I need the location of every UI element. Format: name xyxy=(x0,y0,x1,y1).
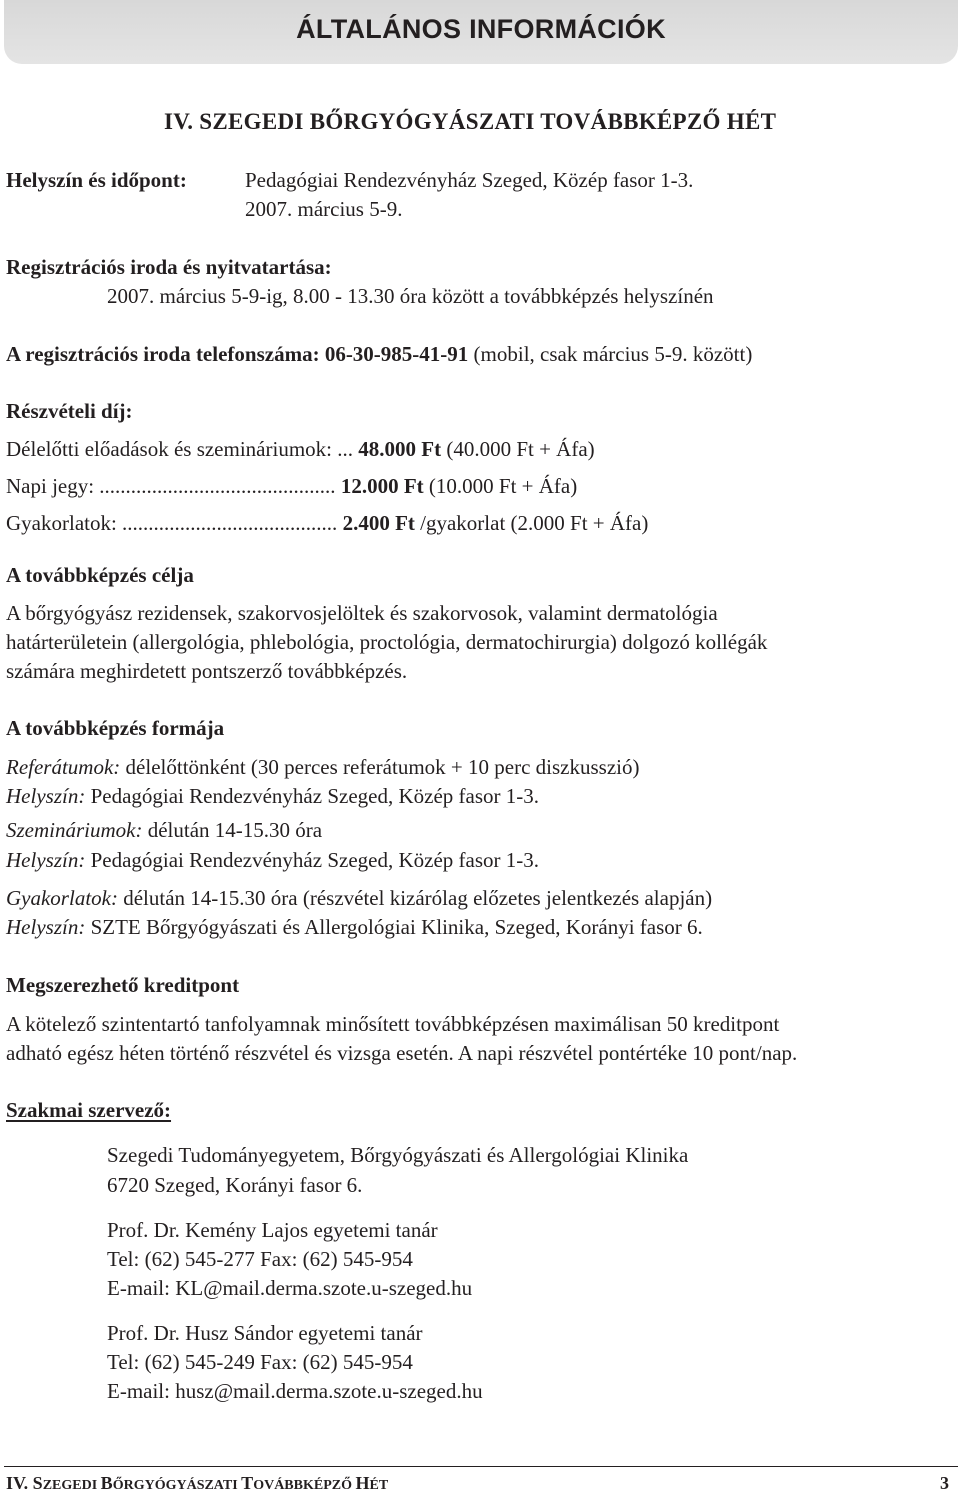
footer-title-part: B xyxy=(100,1473,113,1493)
fee-item xyxy=(6,511,648,536)
form-entry-label: Szemináriumok: xyxy=(6,818,143,842)
page-title: ÁLTALÁNOS INFORMÁCIÓK xyxy=(296,14,666,44)
contact-name: Prof. Dr. Husz Sándor egyetemi tanár xyxy=(107,1321,423,1345)
form-entry xyxy=(6,818,322,843)
venue-address: Pedagógiai Rendezvényház Szeged, Közép fasor 1-3. xyxy=(245,168,694,192)
contact-name: Prof. Dr. Kemény Lajos egyetemi tanár xyxy=(107,1218,438,1242)
footer-divider xyxy=(4,1466,958,1467)
registration-label: Regisztrációs iroda és nyitvatartása: xyxy=(6,255,332,279)
registration-phone-note: (mobil, csak március 5-9. között) xyxy=(468,342,753,366)
contact-email[interactable]: E-mail: husz@mail.derma.szote.u-szeged.hu xyxy=(107,1379,483,1403)
goal-heading: A továbbképzés célja xyxy=(6,563,194,587)
header-bar xyxy=(4,0,958,64)
form-entry-label: Helyszín: xyxy=(6,848,86,872)
fee-amount: 48.000 Ft xyxy=(353,437,442,461)
footer-title-part: IV. S xyxy=(6,1473,43,1493)
fee-item xyxy=(6,474,577,499)
form-entry xyxy=(6,848,539,873)
form-entry-label: Referátumok: xyxy=(6,755,121,779)
organizer-institution: Szegedi Tudományegyetem, Bőrgyógyászati és Allergológiai Klinika xyxy=(107,1143,689,1167)
fee-label: Délelőtti előadások és szemináriumok: ... xyxy=(6,437,353,461)
credit-line: adható egész héten történő részvétel és vizsga esetén. A napi részvétel pontértéke 10 pont/nap. xyxy=(6,1041,798,1065)
form-entry xyxy=(6,915,703,940)
footer-title xyxy=(6,1473,388,1494)
contact-email[interactable]: E-mail: KL@mail.derma.szote.u-szeged.hu xyxy=(107,1276,473,1300)
form-entry xyxy=(6,784,539,809)
registration-hours: 2007. március 5-9-ig, 8.00 - 13.30 óra között a továbbképzés helyszínén xyxy=(107,284,714,308)
credit-heading: Megszerezhető kreditpont xyxy=(6,973,240,997)
form-entry-label: Helyszín: xyxy=(6,915,86,939)
footer-title-part: ZEGEDI xyxy=(42,1478,101,1493)
event-title: IV. SZEGEDI BŐRGYÓGYÁSZATI TOVÁBBKÉPZŐ HÉT xyxy=(164,109,777,134)
form-entry-text: délelőttönként (30 perces referátumok + 10 perc diszkusszió) xyxy=(120,755,640,779)
fee-amount: 2.400 Ft xyxy=(337,511,415,535)
form-entry-text: Pedagógiai Rendezvényház Szeged, Közép fasor 1-3. xyxy=(85,784,539,808)
form-entry xyxy=(6,755,639,780)
credit-line: A kötelező szintentartó tanfolyamnak minősített továbbképzésen maximálisan 50 kreditpont xyxy=(6,1012,780,1036)
goal-line: számára meghirdetett pontszerző továbbképzés. xyxy=(6,659,408,683)
fee-amount: 12.000 Ft xyxy=(335,474,424,498)
venue-label: Helyszín és időpont: xyxy=(6,168,187,192)
fees-heading: Részvételi díj: xyxy=(6,399,133,423)
organizer-heading: Szakmai szervező: xyxy=(6,1098,172,1122)
organizer-address: 6720 Szeged, Korányi fasor 6. xyxy=(107,1173,363,1197)
contact-phone: Tel: (62) 545-249 Fax: (62) 545-954 xyxy=(107,1350,413,1374)
form-entry-text: SZTE Bőrgyógyászati és Allergológiai Klinika, Szeged, Korányi fasor 6. xyxy=(85,915,703,939)
fee-note: (40.000 Ft + Áfa) xyxy=(441,437,595,461)
venue-date: 2007. március 5-9. xyxy=(245,197,403,221)
footer-title-part: ŐRGYÓGYÁSZATI xyxy=(112,1478,242,1493)
form-entry-label: Helyszín: xyxy=(6,784,86,808)
footer-title-part: OVÁBBKÉPZŐ xyxy=(253,1478,356,1493)
footer-title-part: T xyxy=(241,1473,254,1493)
form-entry xyxy=(6,886,712,911)
footer-title-part: ÉT xyxy=(369,1478,389,1493)
footer-title-part: H xyxy=(355,1473,370,1493)
form-entry-label: Gyakorlatok: xyxy=(6,886,118,910)
goal-line: A bőrgyógyász rezidensek, szakorvosjelöltek és szakorvosok, valamint dermatológia xyxy=(6,601,718,625)
goal-line: határterületein (allergológia, phlebológia, proctológia, dermatochirurgia) dolgozó kollégák xyxy=(6,630,768,654)
page-number: 3 xyxy=(940,1473,949,1493)
fee-label: Gyakorlatok: ......................................... xyxy=(6,511,338,535)
form-entry-text: Pedagógiai Rendezvényház Szeged, Közép fasor 1-3. xyxy=(85,848,539,872)
registration-phone-label: A regisztrációs iroda telefonszáma: 06-30-985-41-91 xyxy=(6,342,469,366)
fee-note: /gyakorlat (2.000 Ft + Áfa) xyxy=(414,511,649,535)
form-heading: A továbbképzés formája xyxy=(6,716,225,740)
registration-phone xyxy=(6,342,752,367)
form-entry-text: délután 14-15.30 óra (részvétel kizárólag előzetes jelentkezés alapján) xyxy=(117,886,713,910)
contact-phone: Tel: (62) 545-277 Fax: (62) 545-954 xyxy=(107,1247,413,1271)
fee-note: (10.000 Ft + Áfa) xyxy=(423,474,578,498)
fee-label: Napi jegy: ............................................. xyxy=(6,474,336,498)
form-entry-text: délután 14-15.30 óra xyxy=(142,818,323,842)
fee-item xyxy=(6,437,595,462)
